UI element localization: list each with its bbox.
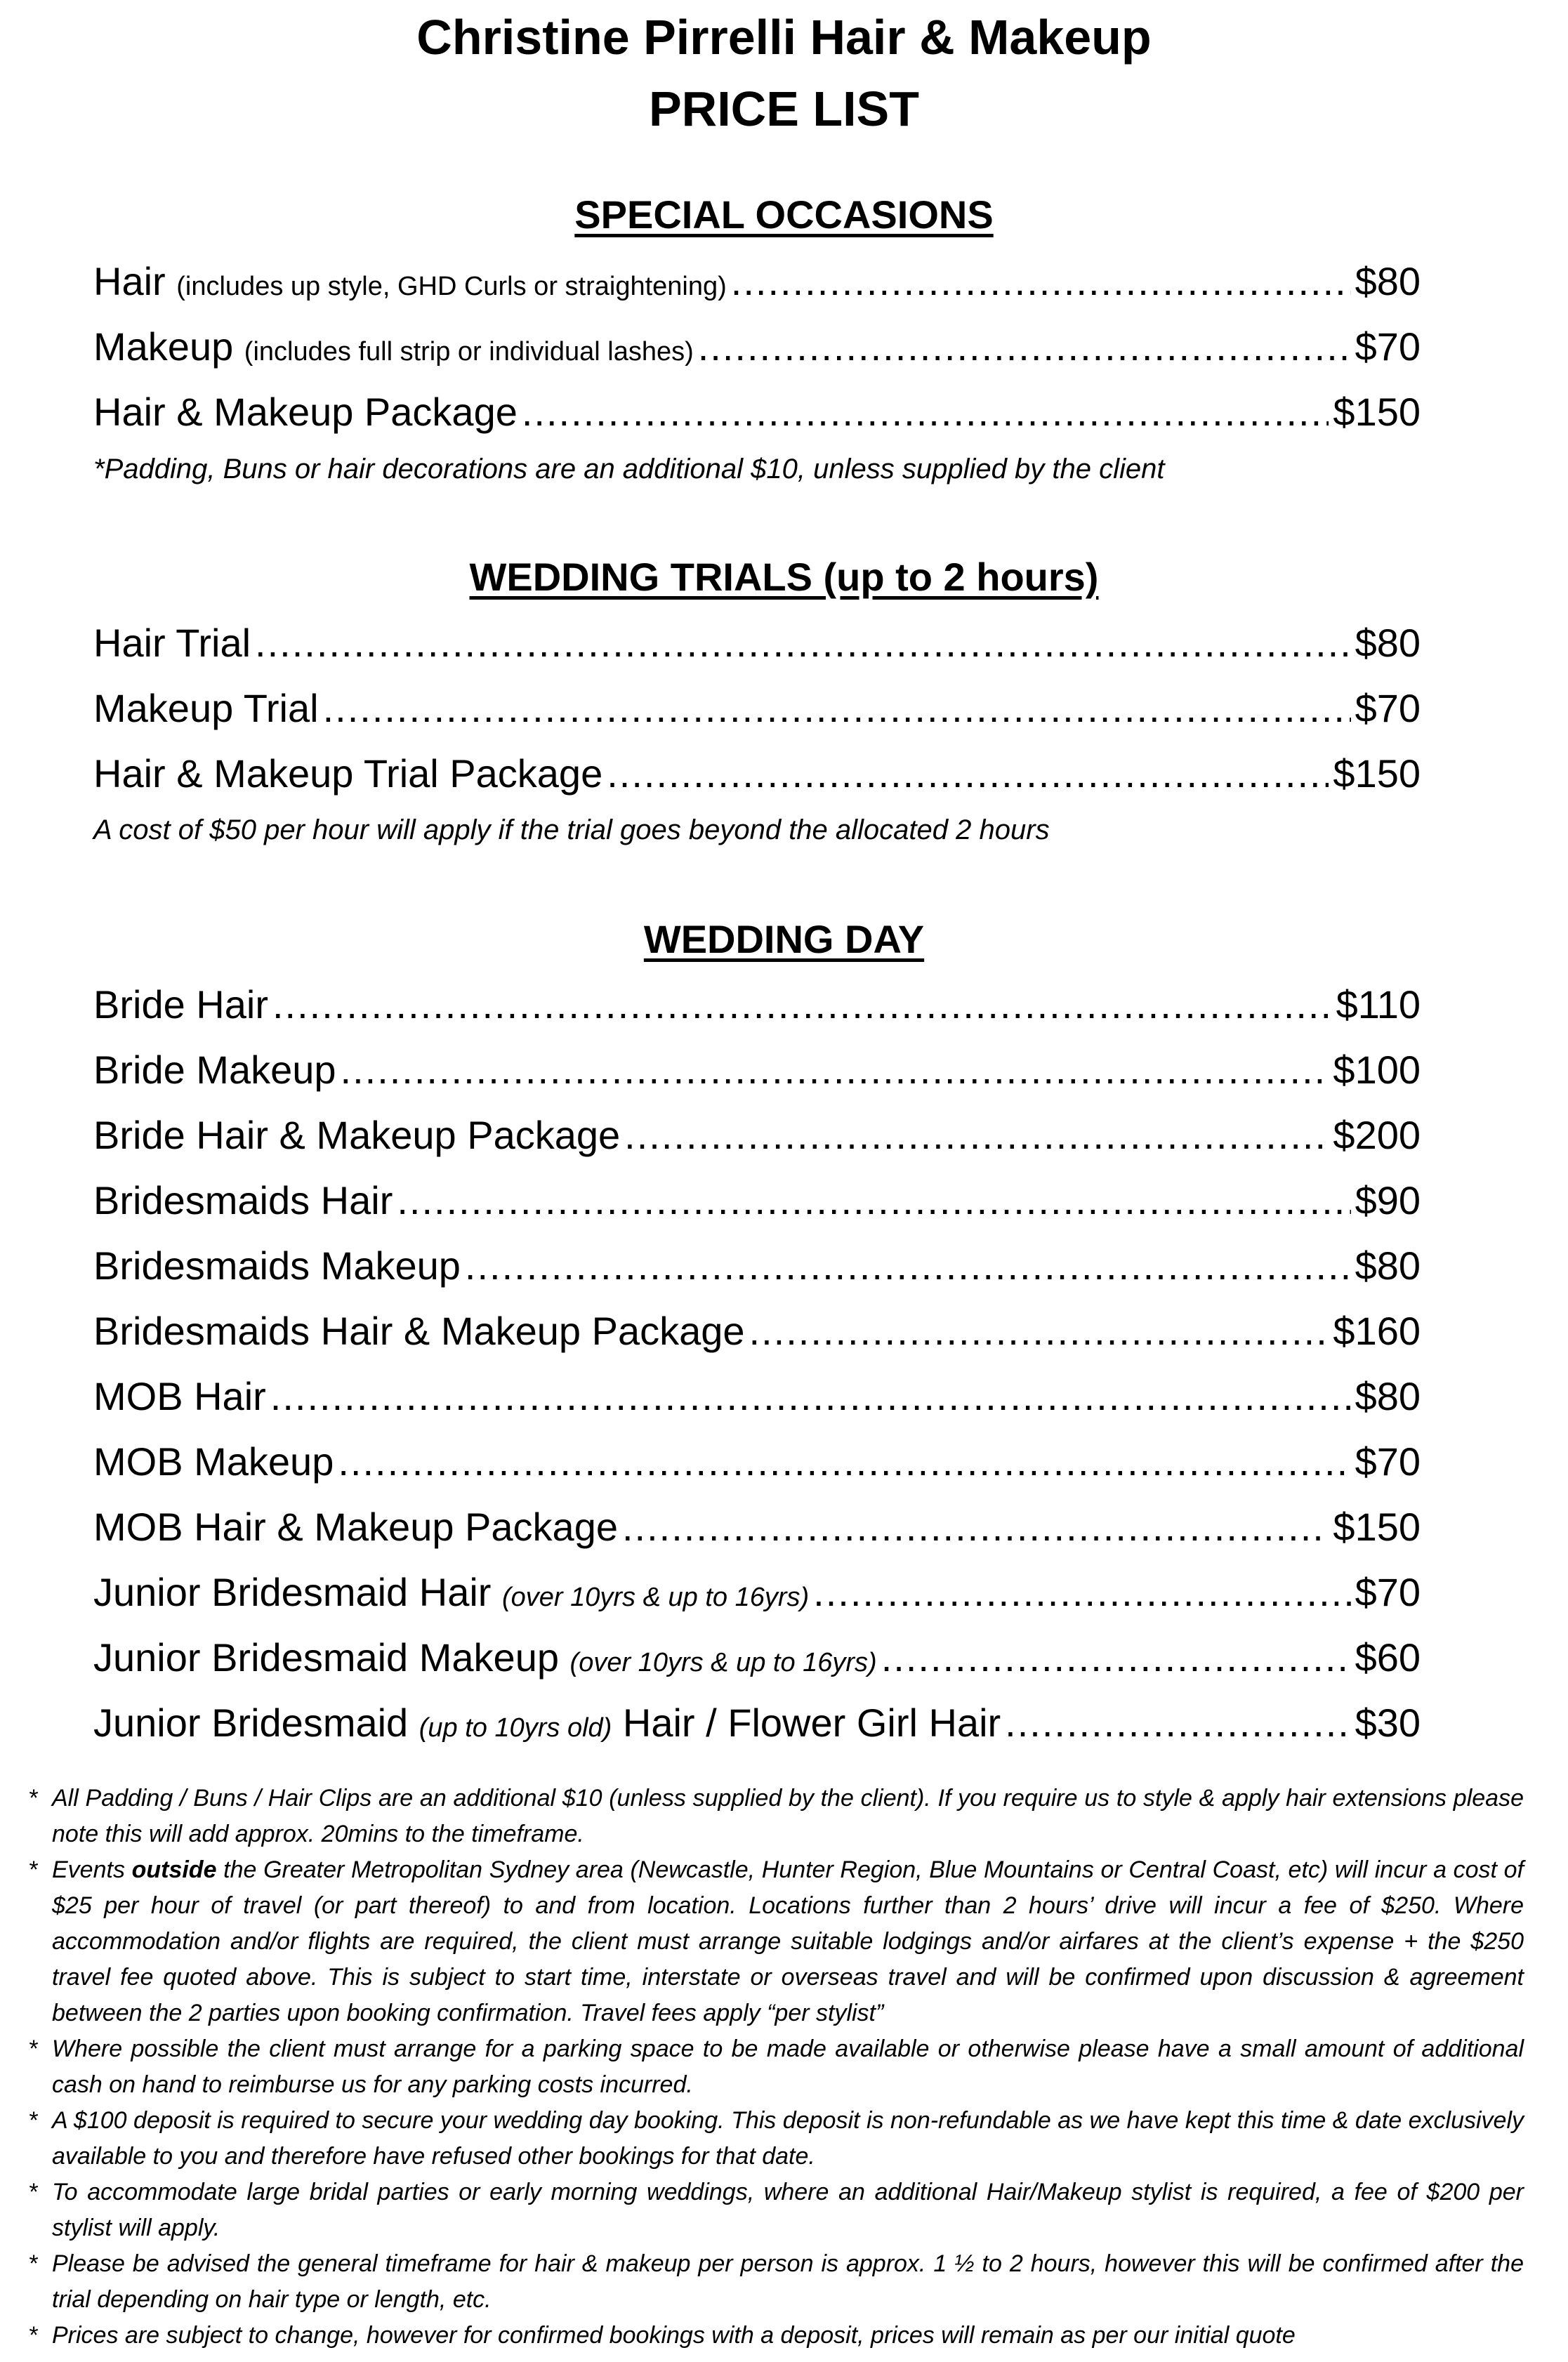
dot-leader xyxy=(813,1569,1350,1615)
footnote-parking xyxy=(28,2031,1524,2103)
dot-leader xyxy=(624,1112,1329,1158)
dot-leader xyxy=(255,620,1351,666)
footnote-star: * xyxy=(28,2322,38,2349)
price-row-mob-hair xyxy=(93,1373,1421,1430)
price-row-junior-flower-girl-hair xyxy=(93,1700,1421,1756)
item-detail: (includes up style, GHD Curls or straightening) xyxy=(176,272,727,301)
price-row-makeup-trial xyxy=(93,685,1421,741)
item-name: Makeup xyxy=(93,324,234,369)
item-name: Bridesmaids Makeup xyxy=(93,1243,461,1288)
dot-leader xyxy=(1005,1700,1350,1746)
price-row-bridesmaids-hair xyxy=(93,1177,1421,1234)
footnote-text-emphasis: outside xyxy=(131,1856,217,1883)
footnote-text: Please be advised the general timeframe for hair & makeup per person is approx. 1 ½ to 2 hours, however this will be confirmed after the trial depending on hair type or length, etc. xyxy=(52,2250,1524,2313)
price-row-mob-package xyxy=(93,1504,1421,1560)
footnote-star: * xyxy=(28,2036,38,2062)
price-row-mob-makeup xyxy=(93,1439,1421,1495)
price-row-makeup xyxy=(93,324,1421,380)
item-name: Bridesmaids Hair & Makeup Package xyxy=(93,1309,745,1353)
footnote-text: A $100 deposit is required to secure your wedding day booking. This deposit is non-refundable as we have kept this time & date exclusively available to you and therefore have refused other bookings for that date. xyxy=(52,2107,1524,2170)
dot-leader xyxy=(323,685,1351,731)
item-detail: (over 10yrs & up to 16yrs) xyxy=(502,1583,810,1612)
item-price: $70 xyxy=(1355,1570,1421,1614)
item-name: Hair & Makeup Trial Package xyxy=(93,751,603,796)
item-name: Junior Bridesmaid xyxy=(93,1701,409,1745)
item-name: Bridesmaids Hair xyxy=(93,1178,393,1222)
item-name: Hair xyxy=(93,259,166,303)
item-price: $70 xyxy=(1355,1439,1421,1484)
footnote-deposit xyxy=(28,2103,1524,2175)
footnote-star: * xyxy=(28,1785,38,1812)
item-price: $90 xyxy=(1355,1178,1421,1222)
item-name: Hair Trial xyxy=(93,621,251,665)
price-row-bridesmaids-makeup xyxy=(93,1243,1421,1299)
dot-leader xyxy=(397,1177,1350,1223)
item-price: $160 xyxy=(1333,1309,1421,1353)
price-row-junior-bridesmaid-makeup xyxy=(93,1635,1421,1691)
footnotes xyxy=(28,1781,1524,2354)
item-price: $80 xyxy=(1355,1243,1421,1288)
item-name: MOB Hair & Makeup Package xyxy=(93,1505,618,1549)
item-name: Bride Makeup xyxy=(93,1048,336,1092)
dot-leader xyxy=(622,1504,1329,1550)
price-row-bridesmaids-package xyxy=(93,1308,1421,1364)
item-name: Bride Hair xyxy=(93,982,268,1027)
item-price: $110 xyxy=(1336,982,1421,1027)
dot-leader xyxy=(338,1439,1350,1484)
item-name: Junior Bridesmaid Hair xyxy=(93,1570,492,1614)
footnote-star: * xyxy=(28,1856,38,1883)
footnote-padding xyxy=(28,1781,1524,1852)
footnote-timeframe xyxy=(28,2246,1524,2318)
footnote-text: To accommodate large bridal parties or early morning weddings, where an additional Hair/Makeup stylist is required, a fee of $200 per stylist will apply. xyxy=(52,2179,1524,2241)
dot-leader xyxy=(522,389,1329,435)
item-name: Hair & Makeup Package xyxy=(93,390,518,434)
footnote-text: Prices are subject to change, however for confirmed bookings with a deposit, prices will remain as per our initial quote xyxy=(52,2322,1296,2349)
dot-leader xyxy=(270,1373,1351,1419)
item-price: $100 xyxy=(1333,1048,1421,1092)
dot-leader xyxy=(341,1047,1329,1093)
item-price: $80 xyxy=(1355,259,1421,303)
footnote-text: Where possible the client must arrange for a parking space to be made available or otherwise please have a small amount of additional cash on hand to reimburse us for any parking costs incurred. xyxy=(52,2036,1524,2098)
dot-leader xyxy=(465,1243,1351,1288)
item-price: $80 xyxy=(1355,1374,1421,1418)
item-price: $30 xyxy=(1355,1701,1421,1745)
price-row-hair-makeup-trial-package xyxy=(93,751,1421,807)
price-row-hair-trial xyxy=(93,620,1421,676)
footnote-additional-stylist xyxy=(28,2175,1524,2246)
item-name: MOB Hair xyxy=(93,1374,266,1418)
footnote-star: * xyxy=(28,2179,38,2205)
item-detail: (over 10yrs & up to 16yrs) xyxy=(569,1648,877,1677)
item-price: $70 xyxy=(1355,324,1421,369)
item-price: $150 xyxy=(1333,751,1421,796)
item-name-suffix: Hair / Flower Girl Hair xyxy=(622,1701,1001,1745)
footnote-star: * xyxy=(28,2107,38,2134)
price-row-hair-makeup-package xyxy=(93,389,1421,445)
business-name: Christine Pirrelli Hair & Makeup xyxy=(416,10,1152,65)
item-price: $150 xyxy=(1333,390,1421,434)
special-occasions-note: *Padding, Buns or hair decorations are an additional $10, unless supplied by the client xyxy=(93,454,1165,484)
dot-leader xyxy=(731,258,1351,304)
footnote-text: All Padding / Buns / Hair Clips are an additional $10 (unless supplied by the client). If you require us to style & apply hair extensions please note this will add approx. 20mins to the timeframe. xyxy=(52,1785,1524,1847)
price-row-hair xyxy=(93,258,1421,315)
item-price: $80 xyxy=(1355,621,1421,665)
price-row-bride-package xyxy=(93,1112,1421,1168)
item-price: $70 xyxy=(1355,686,1421,730)
wedding-day-heading: WEDDING DAY xyxy=(643,917,925,961)
item-name: Makeup Trial xyxy=(93,686,319,730)
price-row-bride-hair xyxy=(93,982,1421,1038)
dot-leader xyxy=(698,324,1351,369)
dot-leader xyxy=(749,1308,1329,1354)
item-price: $200 xyxy=(1333,1113,1421,1157)
item-name: Junior Bridesmaid Makeup xyxy=(93,1635,559,1680)
footnote-prices xyxy=(28,2318,1524,2354)
page-title: PRICE LIST xyxy=(648,81,920,136)
dot-leader xyxy=(272,982,1332,1027)
item-detail: (up to 10yrs old) xyxy=(419,1713,612,1743)
special-occasions-heading: SPECIAL OCCASIONS xyxy=(574,192,994,237)
item-detail: (includes full strip or individual lashes) xyxy=(244,337,694,367)
footnote-text-pre: Events xyxy=(52,1856,132,1883)
item-name: MOB Makeup xyxy=(93,1439,334,1484)
item-price: $150 xyxy=(1333,1505,1421,1549)
price-row-bride-makeup xyxy=(93,1047,1421,1103)
footnote-text-post: the Greater Metropolitan Sydney area (Newcastle, Hunter Region, Blue Mountains or Central Coast, etc) will incur a cost of $25 per hour of travel (or part thereof) to and from location. Locations further than 2 hours’ drive will incur a fee of $250. Where accommodation and/or flights are required, the client must arrange suitable lodgings and/or airfares at the client’s expense + the $250 travel fee quoted above. This is subject to start time, interstate or overseas travel and will be confirmed upon discussion & agreement between the 2 parties upon booking confirmation. Travel fees apply “per stylist” xyxy=(52,1856,1524,2026)
dot-leader xyxy=(607,751,1329,796)
dot-leader xyxy=(881,1635,1351,1680)
wedding-trials-heading: WEDDING TRIALS (up to 2 hours) xyxy=(469,555,1099,599)
item-name: Bride Hair & Makeup Package xyxy=(93,1113,621,1157)
price-row-junior-bridesmaid-hair xyxy=(93,1569,1421,1625)
wedding-trials-note: A cost of $50 per hour will apply if the trial goes beyond the allocated 2 hours xyxy=(93,814,1050,845)
footnote-star: * xyxy=(28,2250,38,2277)
item-price: $60 xyxy=(1355,1635,1421,1680)
footnote-travel xyxy=(28,1852,1524,2031)
